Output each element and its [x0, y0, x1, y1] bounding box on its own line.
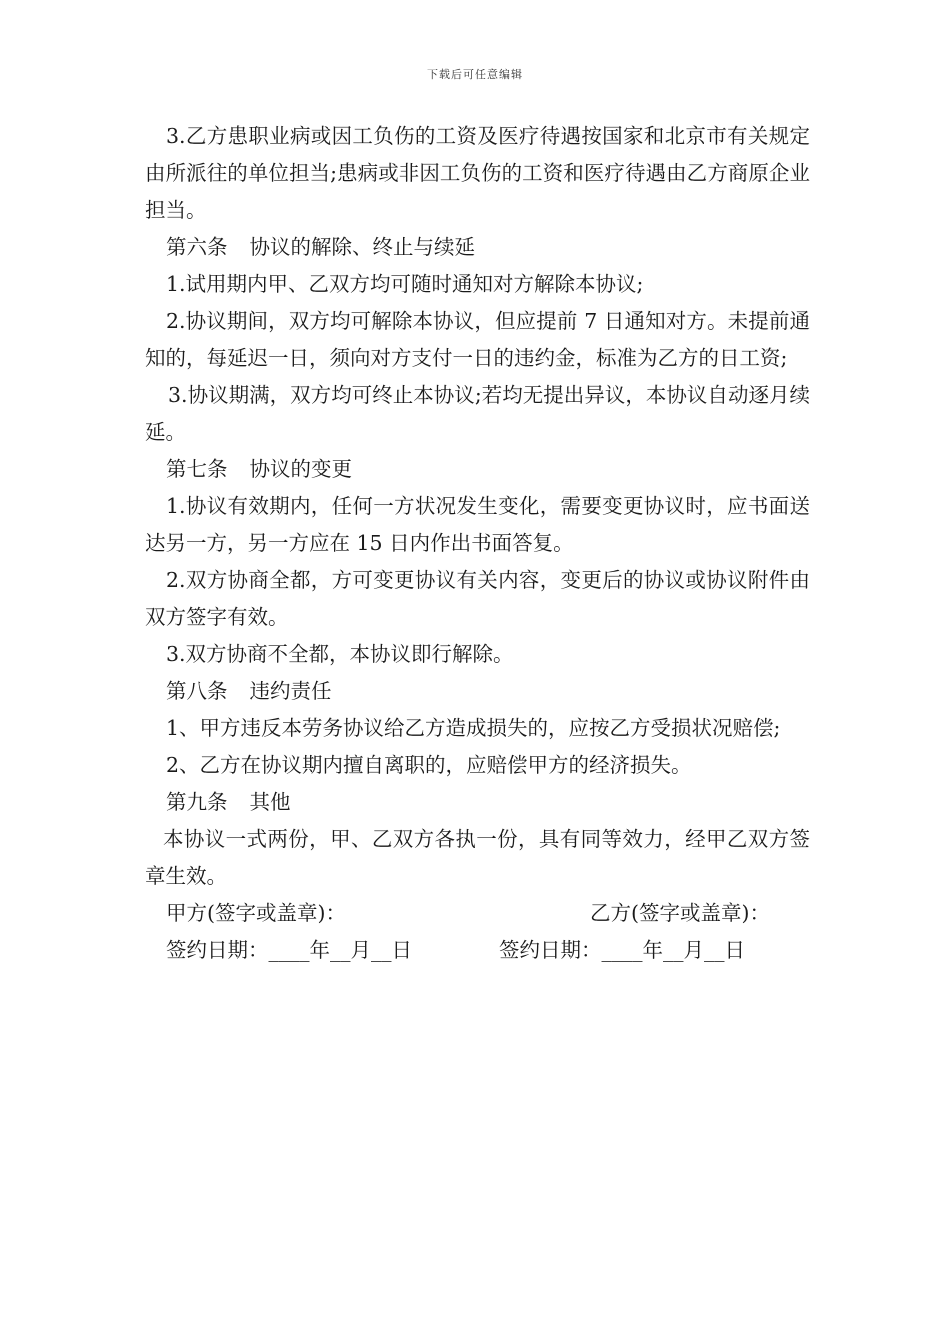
article-9-heading: [145, 784, 810, 821]
clause-8-1: 1、甲方违反本劳务协议给乙方造成损失的，应按乙方受损状况赔偿;: [166, 716, 781, 740]
clause-7-1: 1.协议有效期内，任何一方状况发生变化，需要变更协议时，应书面送达另一方，另一方应在 15 日内作出书面答复。: [145, 494, 810, 555]
party-b-signature-label: 乙方(签字或盖章)：: [590, 901, 770, 925]
article-6-number: 第六条: [166, 235, 228, 259]
party-a-signature-label: 甲方(签字或盖章)：: [166, 901, 346, 925]
clause-6-1: 1.试用期内甲、乙双方均可随时通知对方解除本协议;: [166, 272, 644, 296]
party-a-date-label: 签约日期：____年__月__日: [166, 938, 412, 962]
article-8-heading: [145, 673, 810, 710]
party-b-date-label: 签约日期：____年__月__日: [499, 938, 745, 962]
clause-6-3: 3.协议期满，双方均可终止本协议;若均无提出异议，本协议自动逐月续延。: [145, 383, 810, 444]
document-body: [145, 118, 810, 969]
page-header: 下载后可任意编辑: [427, 68, 523, 81]
article-9-title: 其他: [249, 790, 291, 814]
article-6-heading: [145, 229, 810, 266]
article-8-number: 第八条: [166, 679, 228, 703]
signature-parties-row: [145, 895, 810, 932]
clause-9-1: 本协议一式两份，甲、乙双方各执一份，具有同等效力，经甲乙双方签章生效。: [145, 827, 810, 888]
article-7-heading: [145, 451, 810, 488]
clause-8-2: 2、乙方在协议期内擅自离职的，应赔偿甲方的经济损失。: [166, 753, 692, 777]
clause-6-2: 2.协议期间，双方均可解除本协议，但应提前 7 日通知对方。未提前通知的，每延迟一日，须向对方支付一日的违约金，标准为乙方的日工资;: [145, 309, 810, 370]
clause-7-3: 3.双方协商不全都，本协议即行解除。: [166, 642, 514, 666]
article-7-title: 协议的变更: [249, 457, 352, 481]
article-8-title: 违约责任: [249, 679, 332, 703]
article-9-number: 第九条: [166, 790, 228, 814]
clause-7-2: 2.双方协商全都，方可变更协议有关内容，变更后的协议或协议附件由双方签字有效。: [145, 568, 810, 629]
signature-dates-row: [145, 932, 810, 969]
article-6-title: 协议的解除、终止与续延: [249, 235, 475, 259]
article-7-number: 第七条: [166, 457, 228, 481]
clause-5-3: 3.乙方患职业病或因工负伤的工资及医疗待遇按国家和北京市有关规定由所派往的单位担当;患病或非因工负伤的工资和医疗待遇由乙方商原企业担当。: [145, 124, 810, 222]
